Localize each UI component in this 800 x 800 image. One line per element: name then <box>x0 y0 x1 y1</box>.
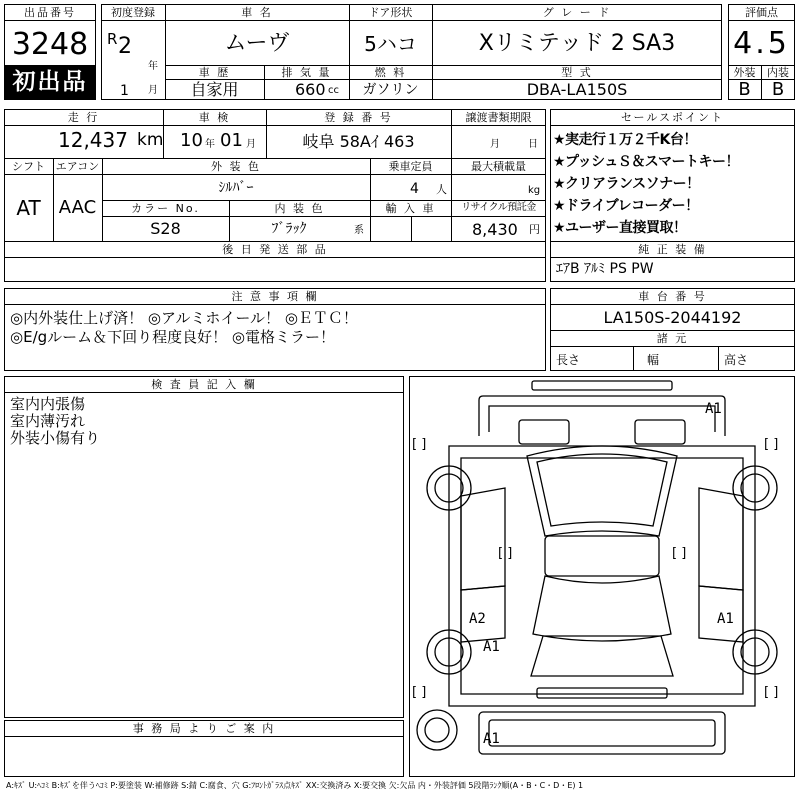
width-label: 幅 <box>647 353 660 367</box>
grade: Xリミテッド 2 SA3 <box>478 30 676 56</box>
chassis-title: 車 台 番 号 <box>638 289 707 303</box>
score-label: 評価点 <box>745 5 778 19</box>
transfer-label: 譲渡書類期限 <box>465 110 532 124</box>
equipment-value: ｴｱB ｱﾙﾐ PS PW <box>556 261 654 277</box>
notes-title: 注 意 事 項 欄 <box>231 289 319 303</box>
damage-mark-bracket: [ ] <box>764 437 779 452</box>
load-label: 最大積載量 <box>471 159 526 173</box>
damage-mark-bracket: [ ] <box>764 685 779 700</box>
displacement-unit: cc <box>328 85 339 96</box>
chassis-number: LA150S-2044192 <box>603 308 742 327</box>
model-code: DBA-LA150S <box>526 80 628 99</box>
inspector-note: 室内薄汚れ <box>10 412 86 430</box>
mileage: 12,437 <box>58 128 128 152</box>
damage-mark-bracket: [ ] <box>498 546 513 561</box>
notes-line: ◎E/gルーム＆下回り程度良好！ ◎電格ミラー！ <box>10 328 335 346</box>
damage-mark-a1: A1 <box>705 401 722 417</box>
damage-mark-bracket: [ ] <box>412 437 427 452</box>
damage-mark-a2: A2 <box>469 611 486 627</box>
reg-month: 1 <box>120 83 129 99</box>
recycle-label: リサイクル預託金 <box>461 202 536 213</box>
recycle-fee: 8,430 <box>472 220 518 239</box>
interior-grade-label: 内装 <box>767 65 789 79</box>
ac: AAC <box>58 197 97 218</box>
shift: AT <box>16 196 41 220</box>
reg-year-unit: 年 <box>148 61 158 72</box>
inspector-note: 外装小傷有り <box>10 429 101 447</box>
damage-mark-bracket: [ ] <box>672 546 687 561</box>
equipment-title: 純 正 装 備 <box>638 242 707 256</box>
import-label: 輸 入 車 <box>385 201 436 215</box>
sales-point-item: ★クリアランスソナー！ <box>553 176 700 192</box>
dims-title: 諸 元 <box>656 331 689 345</box>
damage-mark-a1: A1 <box>483 731 500 747</box>
fuel: ガソリン <box>362 82 419 98</box>
sales-point-item: ★ドライブレコーダー！ <box>553 198 699 214</box>
damage-mark-bracket: [ ] <box>412 685 427 700</box>
car-name-label: 車 名 <box>241 5 273 19</box>
door-type: 5ハコ <box>364 31 417 56</box>
mileage-label: 走 行 <box>67 110 100 124</box>
reg-date-label: 初度登録 <box>111 5 155 19</box>
color-no: S28 <box>150 219 181 238</box>
displacement-label: 排 気 量 <box>281 65 332 79</box>
transfer-month-unit: 月 <box>490 139 500 150</box>
car-name: ムーヴ <box>224 30 290 56</box>
interior-color-label: 内 装 色 <box>274 201 325 215</box>
color-no-label: カラー No. <box>131 201 200 215</box>
score: 4.5 <box>733 25 790 61</box>
interior-grade: B <box>771 79 785 100</box>
lot-number-label: 出品番号 <box>24 5 76 19</box>
later-parts-label: 後 日 発 送 部 品 <box>222 242 328 256</box>
exterior-color: ｼﾙﾊﾞｰ <box>218 179 254 196</box>
era: R <box>107 30 118 48</box>
sales-point-item: ★プッシュＳ＆スマートキー！ <box>553 154 740 170</box>
reg-month-unit: 月 <box>148 85 158 96</box>
model-label: 型 式 <box>561 65 593 79</box>
car-diagram <box>409 376 795 777</box>
capacity-label: 乗車定員 <box>388 159 433 173</box>
door-label: ドア形状 <box>368 5 413 19</box>
capacity: 4 <box>410 181 419 197</box>
exterior-grade-label: 外装 <box>733 65 756 79</box>
sales-point-item: ★ユーザー直接買取！ <box>553 220 687 236</box>
inspection-year: 10 <box>180 130 203 151</box>
fuel-label: 燃 料 <box>374 65 407 79</box>
grade-label: グ レ ー ド <box>542 5 612 19</box>
interior-color: ﾌﾞﾗｯｸ <box>271 221 307 237</box>
damage-mark-a1: A1 <box>483 639 500 655</box>
first-listing-text: 初出品 <box>12 68 88 95</box>
ac-label: エアコン <box>55 159 100 173</box>
load-unit: kg <box>528 185 541 196</box>
transfer-day-unit: 日 <box>528 139 538 150</box>
inspection-month-unit: 月 <box>246 139 256 150</box>
inspection-month: 01 <box>220 130 243 151</box>
recycle-unit: 円 <box>529 223 540 236</box>
history-label: 車 歴 <box>198 65 231 79</box>
lot-number: 3248 <box>11 27 89 62</box>
exterior-color-label: 外 装 色 <box>211 159 261 173</box>
damage-mark-a1: A1 <box>717 611 734 627</box>
inspection-label: 車 検 <box>198 110 231 124</box>
plate-number: 岐阜 58Aｲ 463 <box>302 132 415 151</box>
inspection-year-unit: 年 <box>205 139 215 150</box>
office-title: 事 務 局 よ り ご 案 内 <box>132 721 276 735</box>
notes-line: ◎内外装仕上げ済！ ◎アルミホイール！ ◎ＥＴＣ！ <box>10 309 358 327</box>
displacement: 660 <box>295 80 326 99</box>
shift-label: シフト <box>12 159 45 173</box>
reg-year: 2 <box>118 34 132 59</box>
history: 自家用 <box>190 80 239 99</box>
length-label: 長さ <box>556 353 581 367</box>
inspector-note: 室内内張傷 <box>10 395 86 413</box>
interior-color-unit: 系 <box>354 225 364 236</box>
legend: A:ｷｽﾞ U:ﾍｺﾐ B:ｷｽﾞを伴うﾍｺﾐ P:要塗装 W:補修跡 S:錆 C:腐食、穴 G:ﾌﾛﾝﾄｶﾞﾗｽ点ｷｽﾞ XX:交換済み X:要交換 欠:欠品 内・外装評価 5段階ﾗﾝｸ順(A・B・C・D・E) 1 <box>6 781 584 790</box>
sales-points-title: セールスポイント <box>620 110 724 124</box>
sales-point-item: ★実走行１万２千K台！ <box>553 132 697 148</box>
inspector-title: 検 査 員 記 入 欄 <box>151 377 257 391</box>
mileage-unit: km <box>137 130 164 150</box>
height-label: 高さ <box>724 353 749 367</box>
plate-label: 登 録 番 号 <box>324 110 393 124</box>
exterior-grade: B <box>738 79 751 100</box>
capacity-unit: 人 <box>436 183 447 196</box>
